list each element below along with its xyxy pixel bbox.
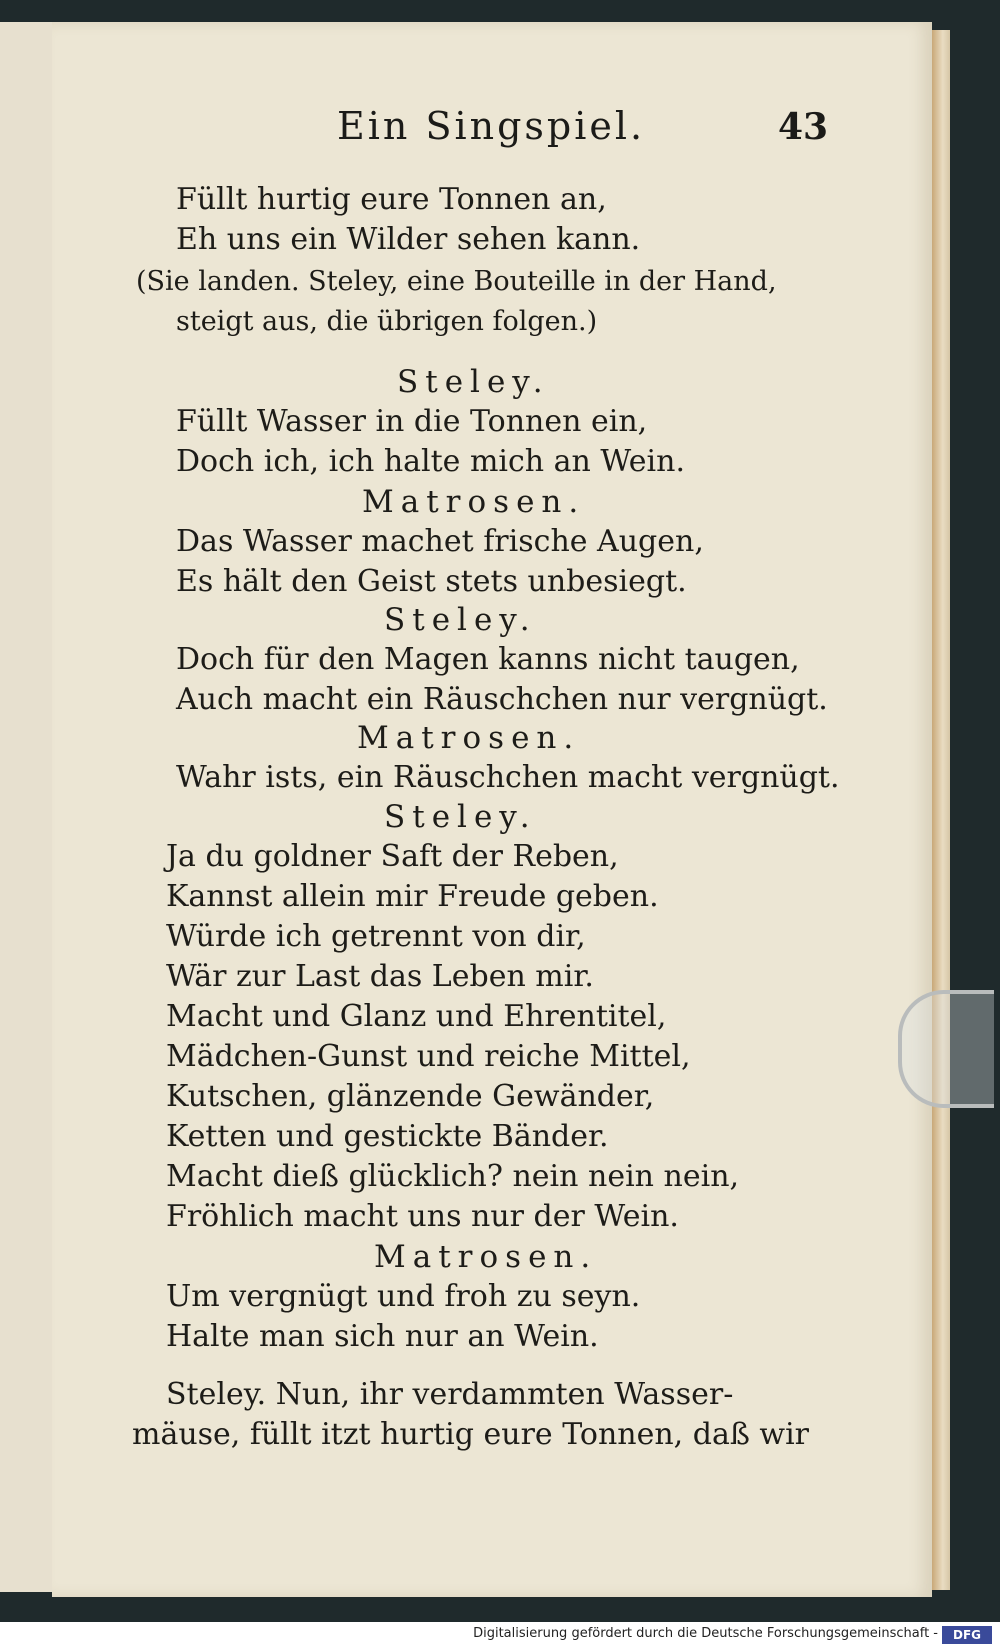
verse-line: Kannst allein mir Freude geben.	[166, 879, 659, 914]
page-edge	[932, 30, 950, 1590]
verse-line: Mädchen-Gunst und reiche Mittel,	[166, 1039, 691, 1074]
verse-line: Ja du goldner Saft der Reben,	[166, 839, 619, 874]
verse-line: Doch ich, ich halte mich an Wein.	[176, 444, 686, 479]
facing-page-edge	[0, 22, 55, 1592]
speaker-name: Matrosen.	[374, 1239, 598, 1275]
dfg-logo: DFG	[942, 1626, 992, 1644]
speaker-name: Steley.	[384, 799, 537, 835]
verse-line: Um vergnügt und froh zu seyn.	[166, 1279, 641, 1314]
verse-line: Wahr ists, ein Räuschchen macht vergnügt.	[176, 760, 840, 795]
verse-line: Eh uns ein Wilder sehen kann.	[176, 222, 641, 257]
stage-direction: (Sie landen. Steley, eine Bouteille in der Hand,	[136, 266, 777, 297]
verse-line: Füllt Wasser in die Tonnen ein,	[176, 404, 648, 439]
verse-line: Kutschen, glänzende Gewänder,	[166, 1079, 655, 1114]
verse-line: Würde ich getrennt von dir,	[166, 919, 586, 954]
verse-line: Das Wasser machet frische Augen,	[176, 524, 704, 559]
verse-line: Es hält den Geist stets unbesiegt.	[176, 564, 687, 599]
verse-line: Füllt hurtig eure Tonnen an,	[176, 182, 607, 217]
book-page	[52, 22, 932, 1597]
verse-line: Halte man sich nur an Wein.	[166, 1319, 599, 1354]
verse-line: Fröhlich macht uns nur der Wein.	[166, 1199, 679, 1234]
verse-line: Wär zur Last das Leben mir.	[166, 959, 594, 994]
verse-line: Doch für den Magen kanns nicht taugen,	[176, 642, 800, 677]
verse-line: Macht und Glanz und Ehrentitel,	[166, 999, 667, 1034]
prose-line: Steley. Nun, ihr verdammten Wasser-	[166, 1377, 734, 1412]
verse-line: Auch macht ein Räuschchen nur vergnügt.	[176, 682, 828, 717]
speaker-name: Steley.	[384, 602, 537, 638]
page-clip	[898, 990, 994, 1108]
verse-line: Ketten und gestickte Bänder.	[166, 1119, 609, 1154]
verse-line: Macht dieß glücklich? nein nein nein,	[166, 1159, 740, 1194]
prose-line: mäuse, füllt itzt hurtig eure Tonnen, daß wir	[132, 1417, 810, 1452]
running-head: Ein Singspiel.	[337, 104, 646, 148]
page-header	[52, 104, 932, 154]
page-number: 43	[778, 106, 829, 148]
speaker-name: Matrosen.	[357, 720, 581, 756]
funding-credit: Digitalisierung gefördert durch die Deutsche Forschungsgemeinschaft -	[473, 1626, 938, 1641]
speaker-name: Matrosen.	[362, 484, 586, 520]
speaker-name: Steley.	[397, 364, 550, 400]
stage-direction: steigt aus, die übrigen folgen.)	[176, 306, 598, 337]
footer-bar	[0, 1622, 1000, 1649]
